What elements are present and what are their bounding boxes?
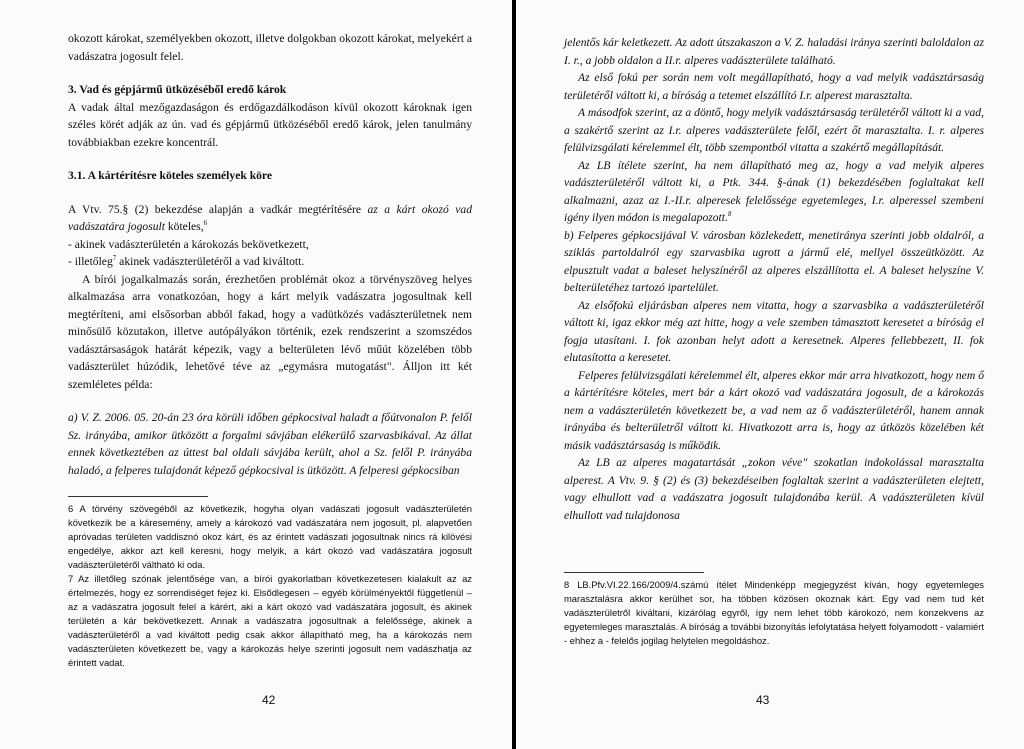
footnote-ref: 8: [727, 210, 732, 219]
paragraph: A bírói jogalkalmazás során, érezhetően problémát okoz a törvényszöveg helyes alkalmazása arra vonatkozóan, hogy a kárt melyik vadászatra jogosultnak kell megtéríteni, ami elsősorban abból fakad, hogy a vadütközés vadászterületnek nem minősülő közutakon, illetve autópályákon történik, ezek rendszerint a szomszédos vadásztársaságok határát képezik, vagy a belterületen lévő műút közelében több vadászterület húzódik, lehetővé téve az „egymásra mutogatást". Álljon itt két szemléletes példa:: [68, 272, 472, 391]
list-item: [68, 253, 472, 271]
example-paragraph: b) Felperes gépkocsijával V. városban közlekedett, menetiránya szerinti jobb oldalról, a sziklás partoldalról egy szarvasbika ugrott a jármű elé, mellyel összeütközött. Az elpusztult vadat a baleset helyszínéről az alperes elszállította el. A baleset helyszíne V. belterületéhez tartozó ipartelület.: [564, 228, 984, 294]
text-run: A Vtv. 75.§ (2) bekezdése alapján a vadkár megtérítésére: [68, 202, 361, 216]
footnote-8: 8 LB.Pfv.VI.22.166/2009/4.számú ítélet Mindenképp megjegyzést kíván, hogy egyetemleges marasztalásra akkor kerülhet sor, ha többen közösen okoznak kárt. Egy vad nem tud két vadászterületről kiváltani, kizárólag egyről, így nem lehet több károkozó, nem konzekvens az egyetemleges marasztalás. A bíróság a további bizonyítás lefolytatása helyett folyamodott - valamiért - ehhez a - felelős jogilag helytelen megoldáshoz.: [564, 579, 984, 646]
paragraph: jelentős kár keletkezett. Az adott útszakaszon a V. Z. haladási iránya szerinti baloldalon az I. r., a jobb oldalon a II.r. alperes vadászterülete található.: [564, 36, 984, 67]
footnote-7: 7 Az illetőleg szónak jelentősége van, a bírói gyakorlatban következetesen kialakult az az értelmezés, hogy ez sorrendiséget fejez ki. Elsődlegesen – egyéb körülményektől függetlenül – az a vadászatra jogosult felel a kárért, aki a kárt okozó vad vadászatára jogosult, és akinek területén a kár bekövetkezett. Annak a vadászatra jogosultnak a felelőssége, akinek a vadászterületéről a vad kiváltott pedig csak akkor állapítható meg, ha a károkozás nem vadászterületen következett be, vagy a károkozás helye szerinti jogosult nem vadászhatja az érintett vadat.: [68, 573, 472, 668]
paragraph: [564, 157, 984, 227]
page-number: 42: [262, 692, 276, 707]
section-heading: 3. Vad és gépjármű ütközéséből eredő károk: [68, 83, 287, 96]
text-run: - illetőleg: [68, 255, 113, 268]
footnotes: [564, 578, 984, 648]
footnote-separator: [68, 496, 208, 497]
text-run: Az LB ítélete szerint, ha nem állapítható meg az, hogy a vad melyik alperes vadászterületéről váltott ki, a Ptk. 344. §-ának (1) bekezdésében foglaltakat kell alkalmazni, azaz az I.-II.r. alperesek felelőssége egyetemleges, I.r. alperessel szembeni igény ilyen módon is megalapozott.: [564, 158, 984, 224]
footnote-ref: 7: [112, 254, 117, 263]
subsection-heading: 3.1. A kártérítésre köteles személyek köre: [68, 169, 273, 182]
italic-text: az a kárt okozó vad vadászatára jogosult: [68, 202, 472, 233]
footnotes: [68, 502, 472, 670]
paragraph: Az első fokú per során nem volt megállapítható, hogy a vad melyik vadásztársaság területéről váltott ki, a bíróság a tetemet elszállító I.r. alperest marasztalta.: [564, 71, 984, 102]
right-page: [516, 0, 1024, 749]
text-run: köteles,: [167, 220, 204, 233]
footnote-6: 6 A törvény szövegéből az következik, hogyha olyan vadászati jogosult vadászterületén következik be a káresemény, amely a károkozó vad vadászatára nem jogosult, pl. alapvetően apróvadas területen vaddisznó okoz kárt, és az érintett vadászati jogosultnak nincs rá kilövési engedélye, akkor azt kell keresni, hogy melyik, a kárt okozó vad vadászatára jogosult vadászterületéről váltható ki oda.: [68, 503, 472, 570]
paragraph: Az LB az alperes magatartását „zokon véve" szokatlan indokolással marasztalta alperest. A Vtv. 9. § (2) és (3) bekezdéseiben foglaltak szerint a vadászterületen elejtett, vagy elhullott vad a vadászatra jogosult tulajdonába kerül. A vadászterületen kívül elhullott vad tulajdonosa: [564, 456, 984, 522]
paragraph: [68, 201, 472, 236]
list-item: - akinek vadászterületén a károkozás bekövetkezett,: [68, 237, 309, 251]
paragraph: A vadak által mezőgazdaságon és erdőgazdálkodáson kívül okozott károknak igen széles körét adják az ún. vad és gépjármű ütközéséből eredő károk, jelen tanulmány továbbiakban ezekre koncentrál.: [68, 100, 472, 149]
paragraph: okozott károkat, személyekben okozott, illetve dolgokban okozott károkat, melyekért a vadászatra jogosult felel.: [68, 32, 472, 63]
example-paragraph: a) V. Z. 2006. 05. 20-án 23 óra körüli időben gépkocsival haladt a főútvonalon P. felől Sz. irányába, amikor ütközött a forgalmi sávjában elékerülő szarvasbikával. Az állat ennek következtében az úttest bal oldali sávjába került, ahol a Sz. felől P. irányába haladó, a felperes tulajdonát képező gépkocsival is ütközött. A felperesi gépkocsiban: [68, 411, 472, 477]
footnote-ref: 6: [203, 219, 208, 228]
paragraph: Felperes felülvizsgálati kérelemmel élt, alperes ekkor már arra hivatkozott, hogy nem ő a kártérítésre köteles, mert bár a kárt okozó vad vadászatára jogosult, de a károkozás nem a vadászterületén következett be, a vad nem az ő vadászterületéről, hanem annak irányába és belterületről váltott ki. Hivatkozott arra is, hogy az útközös közelében két másik vadásztársaság is működik.: [564, 368, 984, 452]
page-number: 43: [756, 692, 770, 707]
text-run: akinek vadászterületéről a vad kiváltott.: [119, 255, 305, 268]
paragraph: Az elsőfokú eljárásban alperes nem vitatta, hogy a szarvasbika a vadászterületéről váltott ki, igaz ekkor még azt hitte, hogy a vele szemben támasztott keresetet a bíróság el fogja utasítani. I. fok azonban helyt adott a keresetnek. Alperes fellebbezett, II. fok elutasította a keresetet.: [564, 298, 984, 364]
paragraph: A másodfok szerint, az a döntő, hogy melyik vadásztársaság területéről váltott ki a vad, a szakértő szerint az I.r. alperes vadászterülete felől, ezért őt marasztalta. I. r. alperes felülvizsgálati kérelemmel élt, több szempontból vitatta a szakértő megállapítását.: [564, 106, 984, 154]
footnote-separator: [564, 572, 704, 573]
